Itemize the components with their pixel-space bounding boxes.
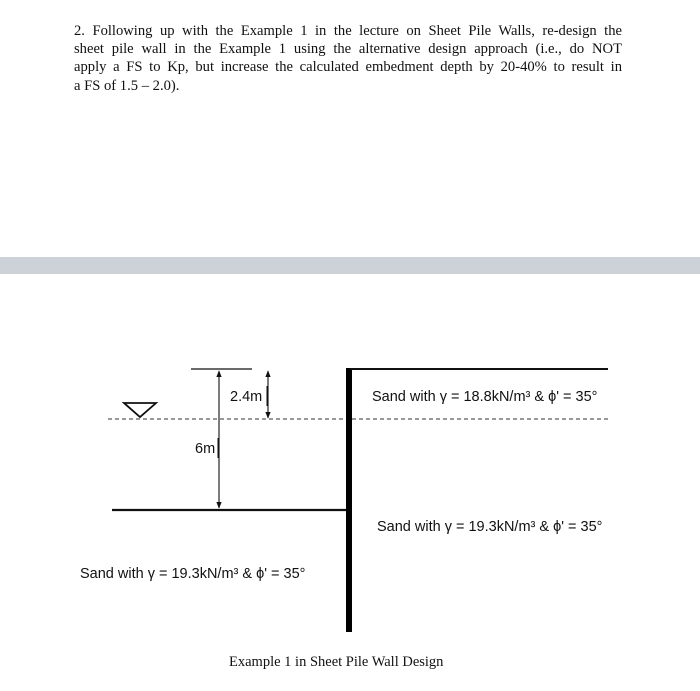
soil-label-retained-lower: Sand with γ = 19.3kN/m³ & ϕ' = 35° — [377, 519, 603, 535]
water-table-icon — [124, 403, 156, 417]
problem-line-4: a FS of 1.5 – 2.0). — [74, 77, 180, 94]
excavation-height-label: 6m — [195, 441, 216, 457]
problem-line-1: 2. Following up with the Example 1 in the lecture on Sheet Pile Walls, re-design the — [74, 23, 622, 39]
sheet-pile-wall — [346, 368, 352, 632]
water-depth-label: 2.4m — [230, 389, 263, 405]
problem-line-2: sheet pile wall in the Example 1 using the alternative design approach (i.e., do NOT — [74, 41, 622, 58]
soil-label-retained-upper: Sand with γ = 18.8kN/m³ & ϕ' = 35° — [372, 389, 598, 405]
soil-label-excavation-side: Sand with γ = 19.3kN/m³ & ϕ' = 35° — [80, 566, 306, 582]
problem-line-3: apply a FS to Kp, but increase the calculated embedment depth by 20-40% to result in — [74, 59, 622, 76]
figure-caption: Example 1 in Sheet Pile Wall Design — [229, 654, 444, 670]
